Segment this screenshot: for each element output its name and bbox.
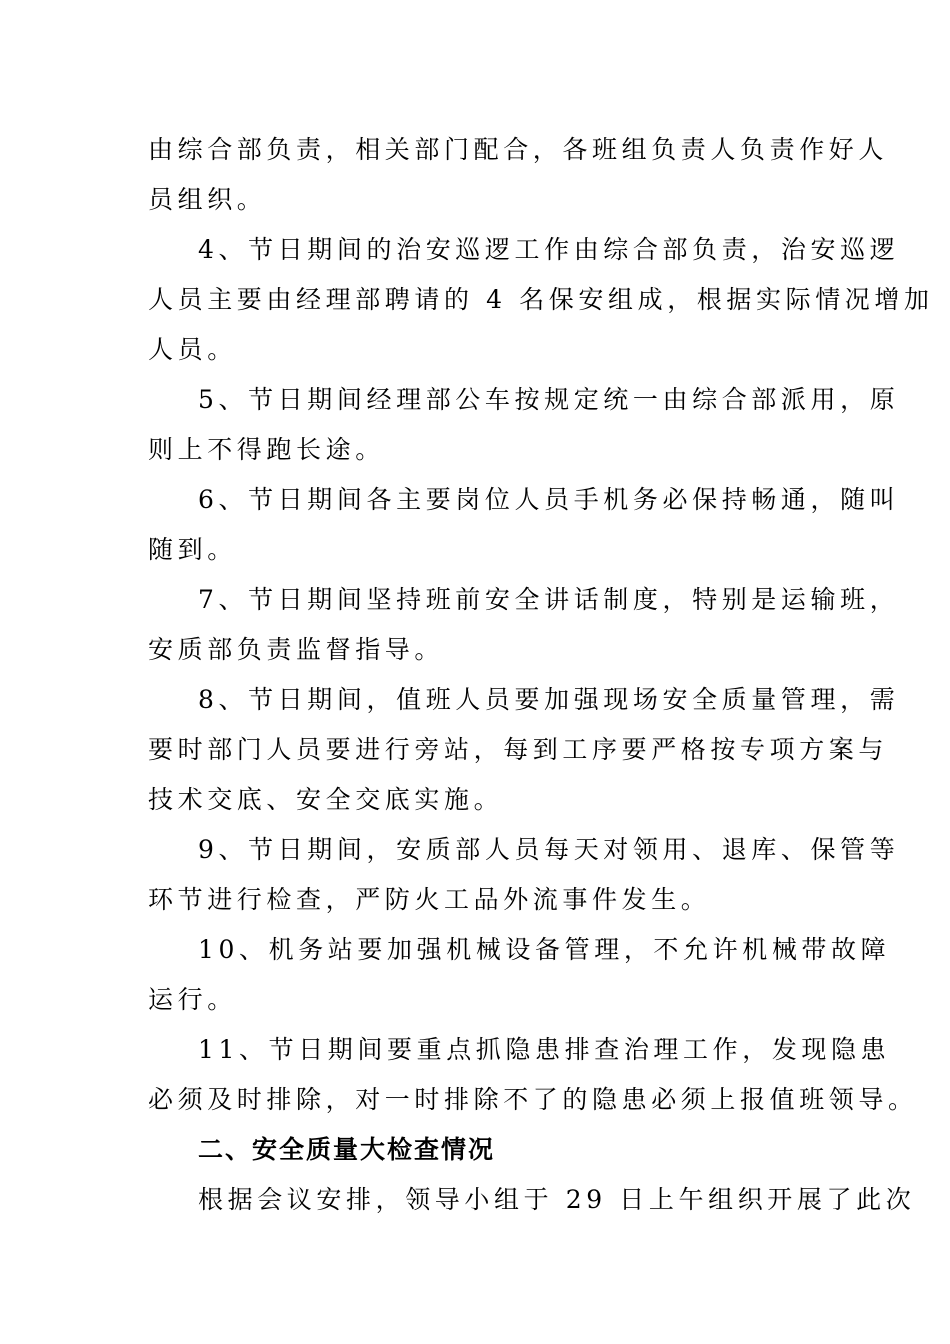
paragraph-line: 环节进行检查，严防火工品外流事件发生。 bbox=[148, 885, 711, 914]
paragraph-line: 员组织。 bbox=[148, 185, 267, 214]
paragraph-line: 由综合部负责，相关部门配合，各班组负责人负责作好人 bbox=[148, 135, 889, 164]
paragraph-line: 根据会议安排，领导小组于 29 日上午组织开展了此次 bbox=[198, 1185, 916, 1214]
paragraph-line: 要时部门人员要进行旁站，每到工序要严格按专项方案与 bbox=[148, 735, 889, 764]
paragraph-line: 5、节日期间经理部公车按规定统一由综合部派用，原 bbox=[198, 385, 900, 414]
paragraph-line: 6、节日期间各主要岗位人员手机务必保持畅通，随叫 bbox=[198, 485, 900, 514]
section-heading: 二、安全质量大检查情况 bbox=[198, 1135, 496, 1164]
paragraph-line: 必须及时排除，对一时排除不了的隐患必须上报值班领导。 bbox=[148, 1085, 918, 1114]
paragraph-line: 技术交底、安全交底实施。 bbox=[148, 785, 504, 814]
paragraph-line: 随到。 bbox=[148, 535, 237, 564]
paragraph-line: 11、节日期间要重点抓隐患排查治理工作，发现隐患 bbox=[198, 1035, 891, 1064]
paragraph-line: 10、机务站要加强机械设备管理，不允许机械带故障 bbox=[198, 935, 891, 964]
paragraph-line: 9、节日期间，安质部人员每天对领用、退库、保管等 bbox=[198, 835, 900, 864]
paragraph-line: 运行。 bbox=[148, 985, 237, 1014]
paragraph-line: 7、节日期间坚持班前安全讲话制度，特别是运输班， bbox=[198, 585, 900, 614]
paragraph-line: 人员。 bbox=[148, 335, 237, 364]
paragraph-line: 8、节日期间，值班人员要加强现场安全质量管理，需 bbox=[198, 685, 900, 714]
paragraph-line: 则上不得跑长途。 bbox=[148, 435, 385, 464]
paragraph-line: 安质部负责监督指导。 bbox=[148, 635, 445, 664]
paragraph-line: 人员主要由经理部聘请的 4 名保安组成，根据实际情况增加 bbox=[148, 285, 934, 314]
paragraph-line: 4、节日期间的治安巡逻工作由综合部负责，治安巡逻 bbox=[198, 235, 900, 264]
